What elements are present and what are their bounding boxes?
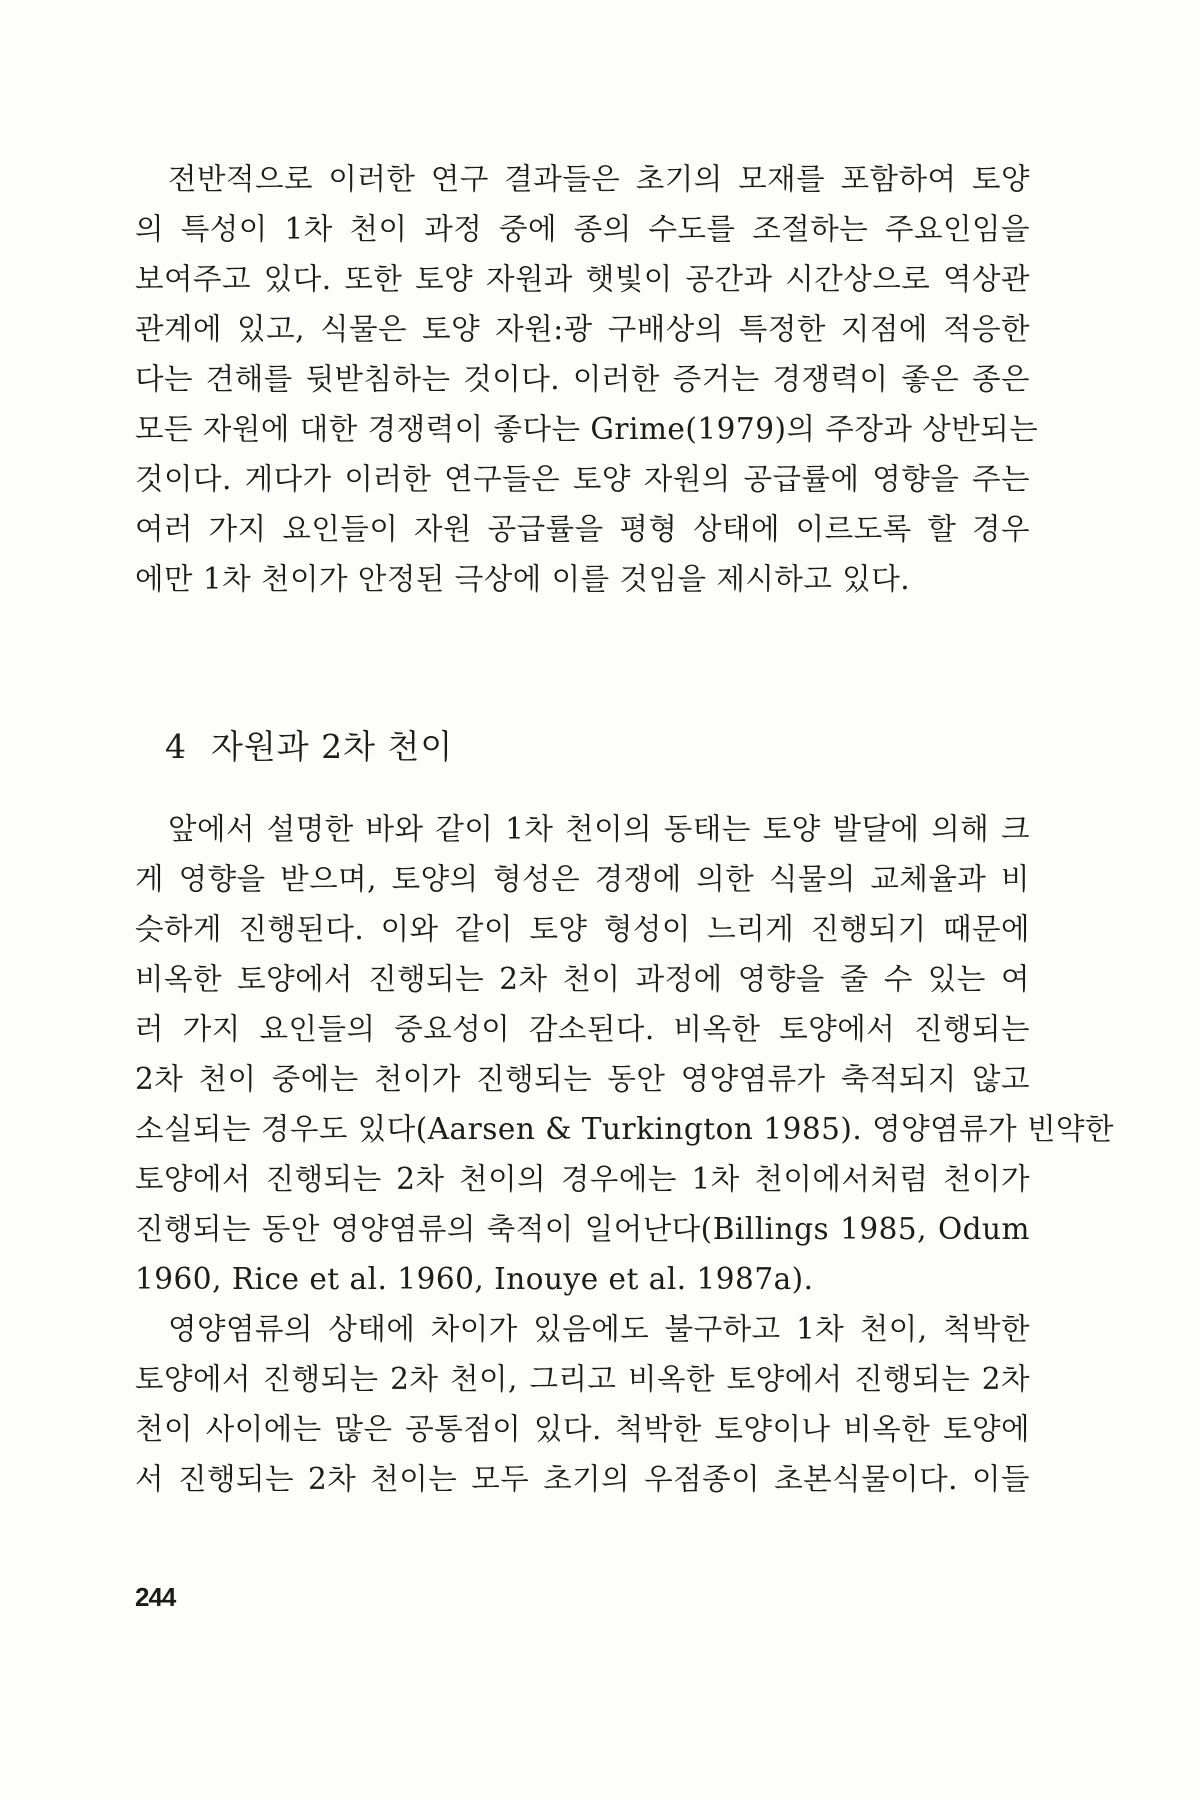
text-line: 것이다. 게다가 이러한 연구들은 토양 자원의 공급률에 영향을 주는 <box>135 462 1030 496</box>
text-line: 모든 자원에 대한 경쟁력이 좋다는 Grime(1979)의 주장과 상반되는 <box>135 412 1039 446</box>
text-line: 의 특성이 1차 천이 과정 중에 종의 수도를 조절하는 주요인임을 <box>135 212 1030 246</box>
text-line: 토양에서 진행되는 2차 천이, 그리고 비옥한 토양에서 진행되는 2차 <box>135 1362 1030 1396</box>
text-line: 앞에서 설명한 바와 같이 1차 천이의 동태는 토양 발달에 의해 크 <box>168 812 1030 846</box>
text-line: 1960, Rice et al. 1960, Inouye et al. 1987a). <box>135 1262 814 1296</box>
text-line: 여러 가지 요인들이 자원 공급률을 평형 상태에 이르도록 할 경우 <box>135 512 1030 546</box>
text-line: 소실되는 경우도 있다(Aarsen & Turkington 1985). 영양염류가 빈약한 <box>135 1112 1114 1146</box>
text-line: 러 가지 요인들의 중요성이 감소된다. 비옥한 토양에서 진행되는 <box>135 1012 1030 1046</box>
text-line: 천이 사이에는 많은 공통점이 있다. 척박한 토양이나 비옥한 토양에 <box>135 1412 1030 1446</box>
text-line: 토양에서 진행되는 2차 천이의 경우에는 1차 천이에서처럼 천이가 <box>135 1162 1030 1196</box>
text-line: 슷하게 진행된다. 이와 같이 토양 형성이 느리게 진행되기 때문에 <box>135 912 1030 946</box>
text-line: 비옥한 토양에서 진행되는 2차 천이 과정에 영향을 줄 수 있는 여 <box>135 962 1030 996</box>
text-line: 보여주고 있다. 또한 토양 자원과 햇빛이 공간과 시간상으로 역상관 <box>135 262 1030 296</box>
text-line: 영양염류의 상태에 차이가 있음에도 불구하고 1차 천이, 척박한 <box>168 1312 1030 1346</box>
section-title: 자원과 2차 천이 <box>211 727 454 766</box>
text-line: 게 영향을 받으며, 토양의 형성은 경쟁에 의한 식물의 교체율과 비 <box>135 862 1030 896</box>
text-line: 에만 1차 천이가 안정된 극상에 이를 것임을 제시하고 있다. <box>135 562 911 596</box>
page-number: 244 <box>135 1582 176 1612</box>
text-line: 2차 천이 중에는 천이가 진행되는 동안 영양염류가 축적되지 않고 <box>135 1062 1030 1096</box>
text-line: 관계에 있고, 식물은 토양 자원:광 구배상의 특정한 지점에 적응한 <box>135 312 1030 346</box>
text-line: 서 진행되는 2차 천이는 모두 초기의 우점종이 초본식물이다. 이들 <box>135 1462 1030 1496</box>
text-line: 전반적으로 이러한 연구 결과들은 초기의 모재를 포함하여 토양 <box>168 162 1030 196</box>
section-number: 4 <box>165 727 187 766</box>
text-line: 진행되는 동안 영양염류의 축적이 일어난다(Billings 1985, Odum <box>135 1212 1030 1246</box>
text-line: 다는 견해를 뒷받침하는 것이다. 이러한 증거는 경쟁력이 좋은 종은 <box>135 362 1030 396</box>
section-heading <box>165 725 453 769</box>
